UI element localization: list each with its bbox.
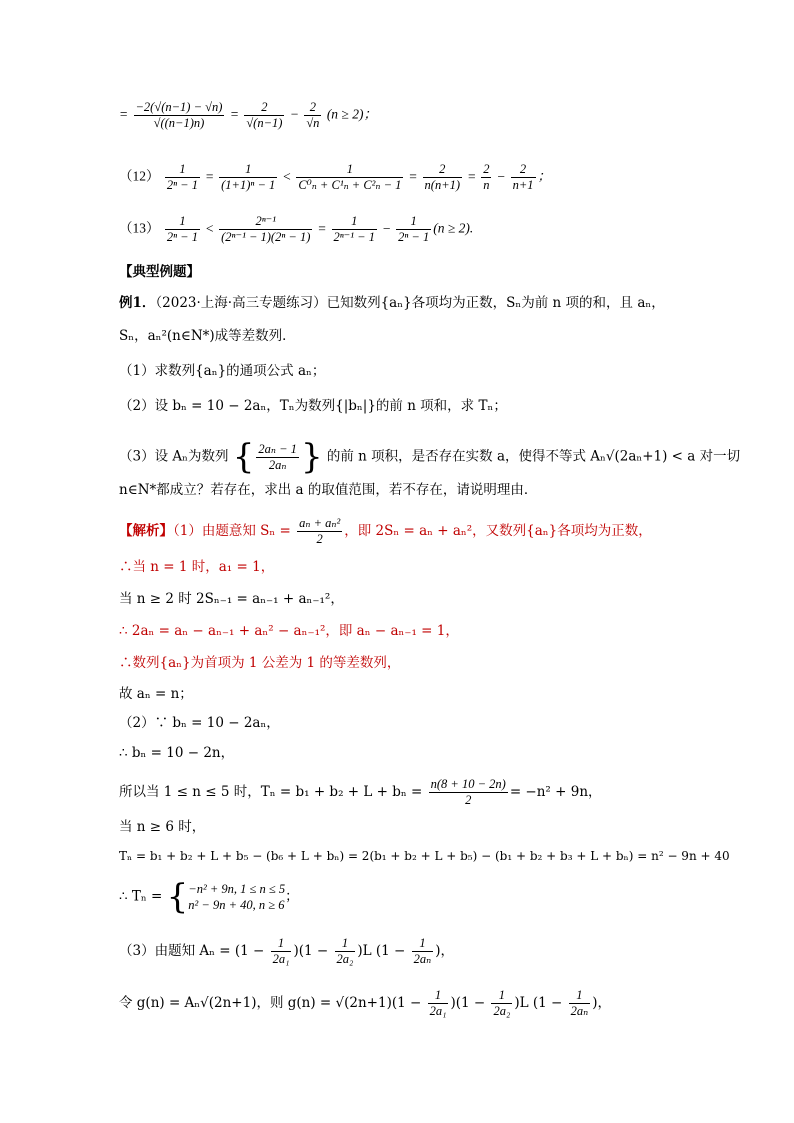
fraction: $\frac{1}{\text{2a₁}}$ <box>272 936 290 966</box>
solution-line-9: 所以当 1 ≤ n ≤ 5 时，Tₙ = b₁ + b₂ + L + bₙ = $\frac{n(8 + 10 - 2n)}{2}$ = −n² + 9n， <box>119 777 602 807</box>
operator: − <box>381 220 392 236</box>
fraction: $\frac{2}{√(n-1)}$ <box>246 100 283 130</box>
formula-line-11: = $\frac{-2(√(n-1) - √n)}{√((n-1)n)}$ = $\frac{2}{√(n-1)}$ − $\frac{2}{√n}$ (n ≥ 2)； <box>119 100 377 130</box>
solution-line-8: ∴ bₙ = 10 − 2n， <box>119 745 235 761</box>
fraction: $\frac{2}{n}$ <box>483 162 490 192</box>
fraction: $\frac{-2(√(n-1) - √n)}{√((n-1)n)}$ <box>135 100 223 130</box>
formula-item-12: （12） $\frac{1}{\text{2ⁿ − 1}}$ = $\frac{1}{\text{(1+1)ⁿ − 1}}$ < $\frac{1}{\text{C⁰ₙ + C¹ₙ + C²ₙ − 1}}$ = $\frac{2}{n(n+1)}$ = $\frac{2}{n}$ − $\frac{2}{n+1}$ ； <box>119 162 551 192</box>
example-line-2: Sₙ，aₙ²(n∈N*)成等差数列． <box>119 328 296 344</box>
fraction: $\frac{2}{√n}$ <box>306 100 320 130</box>
fraction: $\frac{1}{\text{2ⁿ − 1}}$ <box>166 162 198 192</box>
question-1: （1）求数列{aₙ}的通项公式 aₙ； <box>119 363 326 379</box>
fraction: $\frac{1}{\text{2aₙ}}$ <box>570 988 589 1018</box>
fraction: $\frac{1}{\text{2a₂}}$ <box>493 988 511 1018</box>
formula-item-13: （13） $\frac{1}{\text{2ⁿ − 1}}$ < $\frac{\text{2ⁿ⁻¹}}{\text{(2ⁿ⁻¹ − 1)(2ⁿ − 1)}}$ = $\frac{1}{\text{2ⁿ⁻¹ − 1}}$ − $\frac{1}{\text{2ⁿ − 1}}$ (n ≥ 2). <box>119 214 474 244</box>
solution-line-4: ∴ 2aₙ = aₙ − aₙ₋₁ + aₙ² − aₙ₋₁²，即 aₙ − aₙ₋₁ = 1， <box>119 623 459 639</box>
question-2: （2）设 bₙ = 10 − 2aₙ，Tₙ为数列{|bₙ|}的前 n 项和，求 Tₙ； <box>119 398 507 414</box>
operator: = <box>205 168 215 184</box>
solution-line-13: （3）由题知 Aₙ = (1 − $\frac{1}{\text{2a₁}}$ )(1 − $\frac{1}{\text{2a₂}}$ )L (1 − $\frac{1}{\text{2aₙ}}$ )， <box>119 936 455 966</box>
operator: = <box>408 168 418 184</box>
fraction: $\frac{\text{2ⁿ⁻¹}}{\text{(2ⁿ⁻¹ − 1)(2ⁿ − 1)}}$ <box>221 214 311 244</box>
fraction: $\frac{1}{\text{2a₂}}$ <box>336 936 354 966</box>
fraction: $\frac{1}{\text{2ⁿ − 1}}$ <box>398 214 430 244</box>
fraction: $\frac{2}{n+1}$ <box>512 162 534 192</box>
solution-line-7: （2）∵ bₙ = 10 − 2aₙ， <box>119 715 280 731</box>
fraction: $\frac{n(8 + 10 - 2n)}{2}$ <box>430 777 506 807</box>
solution-line-5: ∴数列{aₙ}为首项为 1 公差为 1 的等差数列， <box>119 655 401 671</box>
solution-line-3: 当 n ≥ 2 时 2Sₙ₋₁ = aₙ₋₁ + aₙ₋₁²， <box>119 591 344 607</box>
operator: − <box>496 168 506 184</box>
question-3-line-1: （3）设 Aₙ为数列 { $\frac{\text{2aₙ − 1}}{\text{2aₙ}}$ } 的前 n 项积，是否存在实数 a，使得不等式 Aₙ√(2aₙ+1) < a 对一切 <box>119 437 741 477</box>
operator: = <box>467 168 477 184</box>
fraction: $\frac{\text{2aₙ − 1}}{\text{2aₙ}}$ <box>258 441 297 472</box>
fraction: $\frac{1}{\text{(1+1)ⁿ − 1}}$ <box>221 162 276 192</box>
solution-line-6: 故 aₙ = n； <box>119 686 193 702</box>
solution-line-12: ∴ Tₙ = { −n² + 9n, 1 ≤ n ≤ 5 n² − 9n + 40, n ≥ 6 ； <box>119 877 299 917</box>
solution-line-1: 【解析】（1）由题意知 Sₙ = $\frac{\text{aₙ + aₙ²}}{2}$ ，即 2Sₙ = aₙ + aₙ²，又数列{aₙ}各项均为正数， <box>119 516 652 546</box>
question-3-line-2: n∈N*都成立？若存在，求出 a 的取值范围，若不存在，请说明理由． <box>119 482 538 498</box>
solution-line-11: Tₙ = b₁ + b₂ + L + b₅ − (b₆ + L + bₙ) = 2(b₁ + b₂ + L + b₅) − (b₁ + b₂ + b₃ + L + bₙ) = n² − 9n + 40 <box>119 849 730 863</box>
solution-line-14: 令 g(n) = Aₙ√(2n+1)，则 g(n) = √(2n+1)(1 − $\frac{1}{\text{2a₁}}$ )(1 − $\frac{1}{\text{2a₂}}$ )L (1 − $\frac{1}{\text{2aₙ}}$ )， <box>119 988 611 1018</box>
fraction: $\frac{1}{\text{2aₙ}}$ <box>413 936 432 966</box>
fraction: $\frac{1}{\text{2ⁿ⁻¹ − 1}}$ <box>333 214 375 244</box>
fraction: $\frac{1}{\text{2a₁}}$ <box>429 988 447 1018</box>
piecewise-cases: −n² + 9n, 1 ≤ n ≤ 5 n² − 9n + 40, n ≥ 6 <box>188 882 286 912</box>
example-line-1: 例1．（2023·上海·高三专题练习）已知数列{aₙ}各项均为正数，Sₙ为前 n 项的和，且 aₙ， <box>119 295 665 311</box>
fraction: $\frac{\text{aₙ + aₙ²}}{2}$ <box>299 516 341 546</box>
fraction: $\frac{2}{n(n+1)}$ <box>424 162 461 192</box>
operator: < <box>282 168 292 184</box>
solution-line-10: 当 n ≥ 6 时， <box>119 819 206 835</box>
solution-line-2: ∴当 n = 1 时，a₁ = 1， <box>119 559 275 575</box>
section-title: 【典型例题】 <box>119 264 200 280</box>
operator: < <box>205 220 215 236</box>
fraction: $\frac{1}{\text{C⁰ₙ + C¹ₙ + C²ₙ − 1}}$ <box>298 162 402 192</box>
operator: = <box>317 220 327 236</box>
fraction: $\frac{1}{\text{2ⁿ − 1}}$ <box>166 214 198 244</box>
